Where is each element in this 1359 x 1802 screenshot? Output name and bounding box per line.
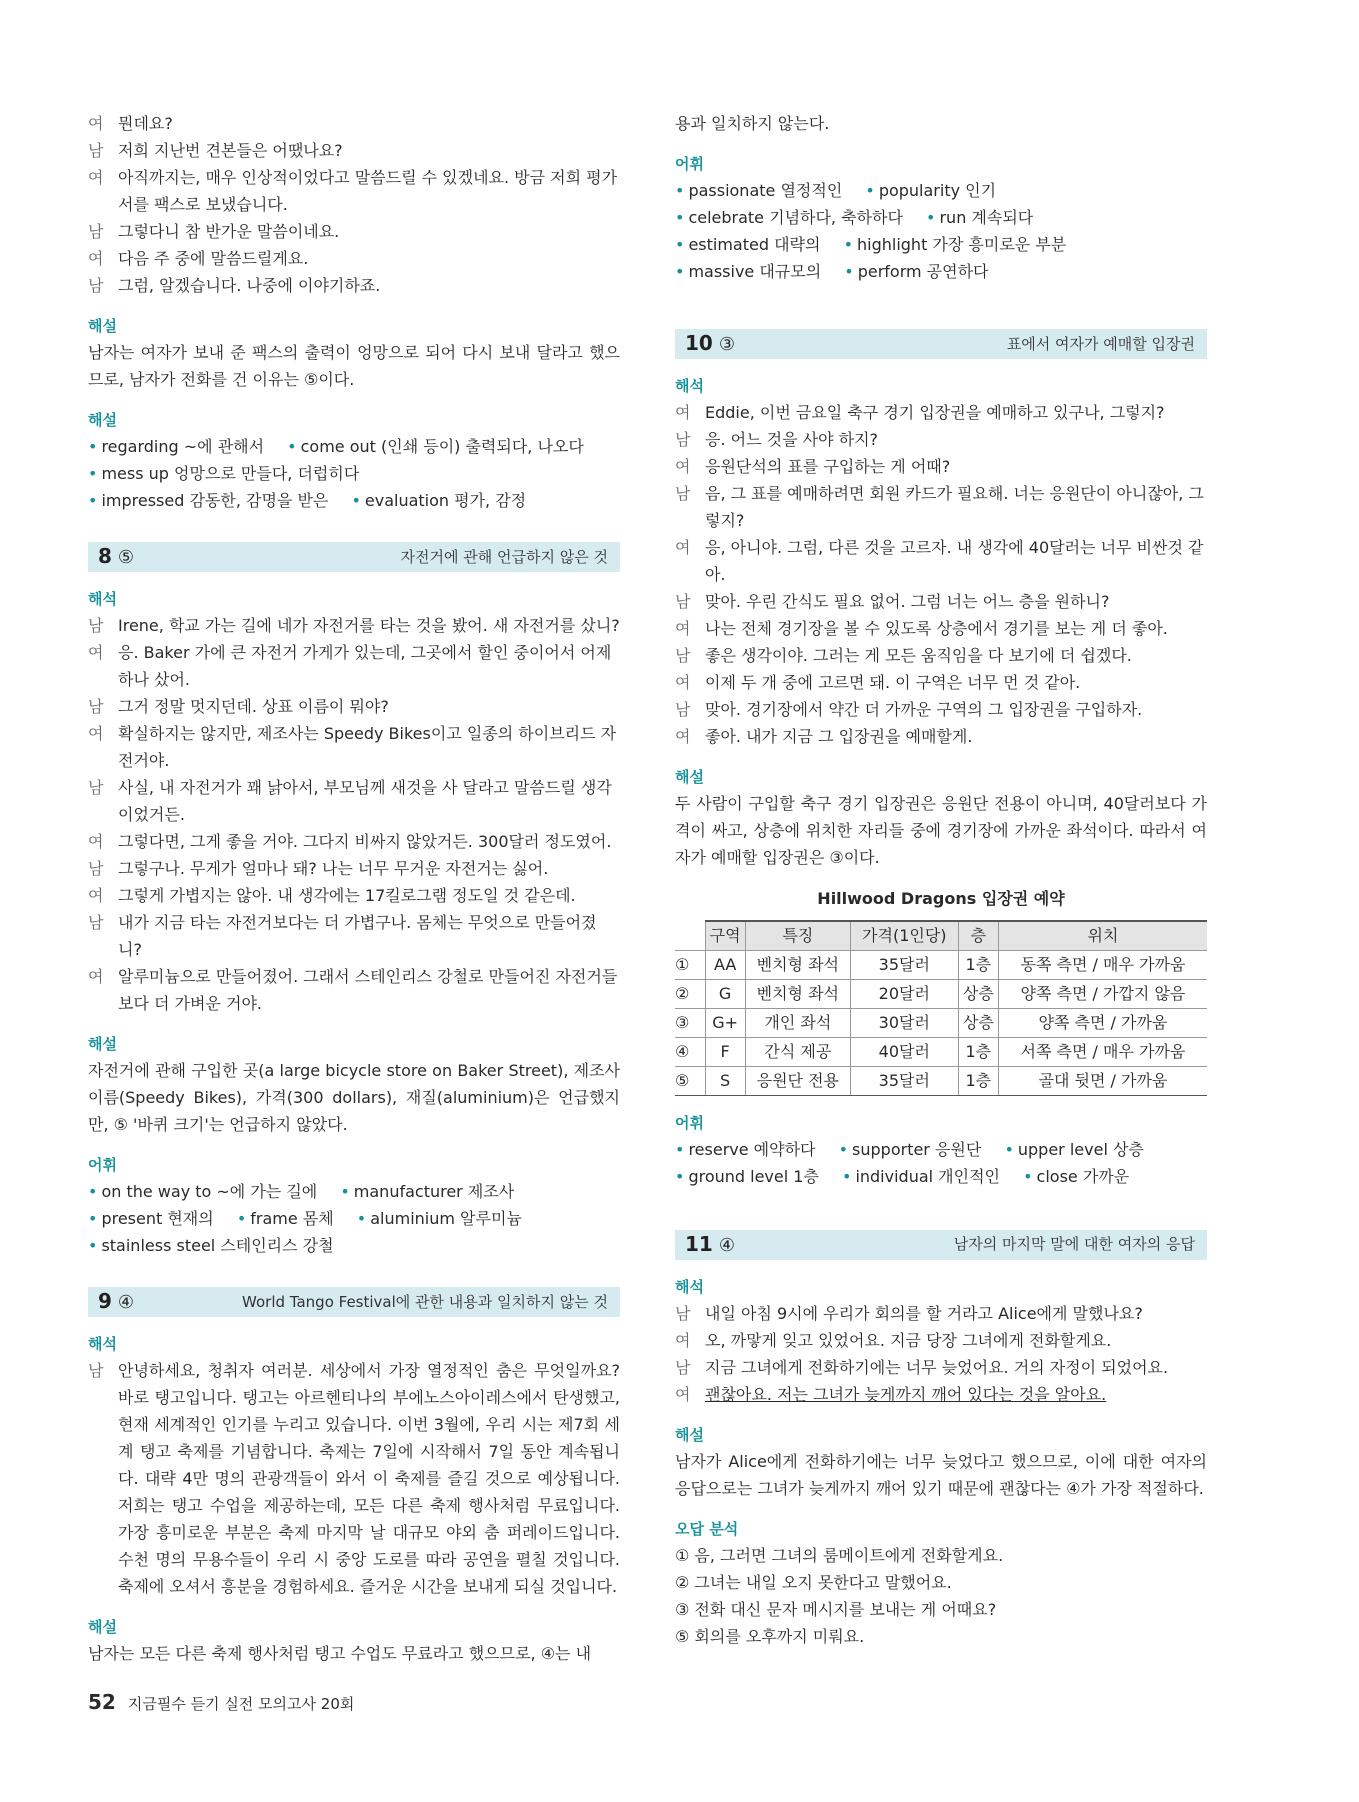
dialog-line bbox=[88, 245, 620, 272]
utterance: Eddie, 이번 금요일 축구 경기 입장권을 예매하고 있구나, 그렇지? bbox=[705, 403, 1165, 422]
vocab-list bbox=[675, 1136, 1207, 1190]
wrong-answer-item: ② 그녀는 내일 오지 못한다고 말했어요. bbox=[675, 1572, 952, 1592]
vocab-list bbox=[675, 177, 1207, 285]
row-mark: ④ bbox=[675, 1037, 705, 1066]
vocab-item: • manufacturer 제조사 bbox=[340, 1182, 515, 1201]
section-label: 오답 분석 bbox=[675, 1519, 739, 1538]
speaker: 남 bbox=[88, 1361, 104, 1380]
explanation: 남자가 Alice에게 전화하기에는 너무 늦었다고 했으므로, 이에 대한 여자의 응답으로는 그녀가 늦게까지 깨어 있기 때문에 괜찮다는 ④가 가장 적절하다. bbox=[675, 1451, 1207, 1498]
vocab-item: • ground level 1층 bbox=[675, 1166, 819, 1186]
table-cell: 벤치형 좌석 bbox=[745, 950, 850, 979]
row-mark: ② bbox=[675, 979, 705, 1008]
dialog-line bbox=[88, 218, 620, 245]
vocab-item: • on the way to ~에 가는 길에 bbox=[88, 1182, 318, 1201]
table-cell: AA bbox=[705, 950, 745, 979]
explanation-continued: 용과 일치하지 않는다. bbox=[675, 114, 830, 133]
utterance: Irene, 학교 가는 길에 네가 자전거를 타는 것을 봤어. 새 자전거를 샀니? bbox=[118, 616, 620, 635]
vocab-item: • frame 몸체 bbox=[236, 1209, 334, 1228]
section-label: 해석 bbox=[675, 1277, 704, 1296]
utterance: 안녕하세요, 청취자 여러분. 세상에서 가장 열정적인 춤은 무엇일까요? 바로 탱고입니다. 탱고는 아르헨티나의 부에노스아이레스에서 탄생했고, 현재 세계적인 인기를 누리고 있습니다. 이번 3월에, 우리 시는 제7회 세계 탱고 축제를 기념합니다. 축제는 7일에 시작해서 7일 동안 계속됩니다. 대략 4만 명의 관광객들이 와서 이 축제를 즐길 것으로 예상됩니다. 저희는 탱고 수업을 제공하는데, 모든 다른 축제 행사처럼 무료입니다. 가장 흥미로운 부분은 축제 마지막 날 대규모 야외 춤 퍼레이드입니다. 수천 명의 무용수들이 우리 시 중앙 도로를 따라 공연을 펼칠 것입니다. 축제에 오셔서 흥분을 경험하세요. 즐거운 시간을 보내게 되실 것입니다. bbox=[118, 1361, 620, 1596]
utterance: 지금 그녀에게 전화하기에는 너무 늦었어요. 거의 자정이 되었어요. bbox=[705, 1357, 1169, 1377]
vocab-item: • individual 개인적인 bbox=[842, 1166, 1000, 1186]
utterance: 맞아. 경기장에서 약간 더 가까운 구역의 그 입장권을 구입하자. bbox=[705, 700, 1143, 719]
speaker: 남 bbox=[88, 913, 104, 932]
utterance: 알루미늄으로 만들어졌어. 그래서 스테인리스 강철로 만들어진 자전거들보다 더 가벼운 거야. bbox=[118, 967, 618, 1013]
speaker: 여 bbox=[88, 886, 104, 905]
vocab-item: • mess up 엉망으로 만들다, 더럽히다 bbox=[88, 464, 360, 483]
speaker: 여 bbox=[88, 168, 104, 187]
speaker: 여 bbox=[88, 643, 104, 662]
table-cell: 동쪽 측면 / 매우 가까움 bbox=[998, 950, 1207, 979]
vocab-item: • present 현재의 bbox=[88, 1209, 214, 1228]
section-label: 어휘 bbox=[88, 1156, 117, 1174]
dialog-line bbox=[675, 615, 1207, 642]
dialog-q11 bbox=[675, 1300, 1207, 1408]
utterance: 응, 아니야. 그럼, 다른 것을 고르자. 내 생각에 40달러는 너무 비싼것 같아. bbox=[705, 538, 1204, 584]
row-mark: ① bbox=[675, 950, 705, 979]
speaker: 남 bbox=[88, 141, 104, 160]
row-mark: ③ bbox=[675, 1008, 705, 1037]
explanation: 남자는 여자가 보내 준 팩스의 출력이 엉망으로 되어 다시 보내 달라고 했으므로, 남자가 전화를 건 이유는 ⑤이다. bbox=[88, 343, 620, 389]
table-cell: 상층 bbox=[958, 1008, 998, 1037]
question-number: 9 bbox=[98, 1289, 112, 1313]
vocab-item: • run 계속되다 bbox=[926, 208, 1034, 227]
section-label: 해설 bbox=[675, 1425, 704, 1444]
utterance: 그렇다니 참 반가운 말씀이네요. bbox=[118, 222, 340, 241]
utterance: 이제 두 개 중에 고르면 돼. 이 구역은 너무 먼 것 같아. bbox=[705, 673, 1081, 692]
speaker: 여 bbox=[675, 457, 691, 476]
row-mark: ⑤ bbox=[675, 1066, 705, 1095]
vocab-item: • popularity 인기 bbox=[865, 181, 997, 200]
dialog-line bbox=[88, 639, 620, 693]
speaker: 남 bbox=[675, 646, 691, 665]
table-cell: 20달러 bbox=[850, 979, 958, 1008]
vocab-item: • stainless steel 스테인리스 강철 bbox=[88, 1236, 334, 1255]
speaker: 남 bbox=[88, 276, 104, 295]
question-topic: 남자의 마지막 말에 대한 여자의 응답 bbox=[953, 1235, 1195, 1253]
table-cell: 개인 좌석 bbox=[745, 1008, 850, 1037]
speaker: 남 bbox=[675, 700, 691, 719]
section-label: 해설 bbox=[88, 411, 117, 429]
dialog-line bbox=[88, 612, 620, 639]
table-cell: 벤치형 좌석 bbox=[745, 979, 850, 1008]
speaker: 여 bbox=[675, 619, 691, 638]
section-label: 해석 bbox=[88, 1335, 117, 1353]
table-row bbox=[675, 1008, 1207, 1037]
question-number: 10 bbox=[685, 331, 713, 355]
table-cell: 양쪽 측면 / 가깝지 않음 bbox=[998, 979, 1207, 1008]
speaker: 여 bbox=[675, 1384, 691, 1404]
utterance: 그렇게 가볍지는 않아. 내 생각에는 17킬로그램 정도일 것 같은데. bbox=[118, 886, 576, 905]
table-cell: 35달러 bbox=[850, 950, 958, 979]
speaker: 여 bbox=[675, 673, 691, 692]
table-row bbox=[675, 950, 1207, 979]
dialog-top bbox=[88, 110, 620, 299]
utterance: 다음 주 중에 말씀드릴게요. bbox=[118, 249, 309, 268]
utterance: 확실하지는 않지만, 제조사는 Speedy Bikes이고 일종의 하이브리드 자전거야. bbox=[118, 724, 617, 770]
table-cell: F bbox=[705, 1037, 745, 1066]
question-header-9 bbox=[88, 1287, 620, 1317]
vocab-item: • perform 공연하다 bbox=[844, 262, 989, 281]
dialog-line bbox=[88, 110, 620, 137]
vocab-item: • passionate 열정적인 bbox=[675, 181, 843, 200]
utterance: 내일 아침 9시에 우리가 회의를 할 거라고 Alice에게 말했나요? bbox=[705, 1303, 1143, 1323]
section-label: 어휘 bbox=[675, 1113, 704, 1132]
dialog-line bbox=[675, 426, 1207, 453]
speaker: 여 bbox=[675, 403, 691, 422]
table-header: 가격(1인당) bbox=[850, 921, 958, 950]
ticket-table bbox=[675, 920, 1207, 1096]
table-cell: 30달러 bbox=[850, 1008, 958, 1037]
utterance: 뭔데요? bbox=[118, 114, 173, 133]
wrong-answer-item: ① 음, 그러면 그녀의 룸메이트에게 전화할게요. bbox=[675, 1545, 1004, 1565]
vocab-item: • aluminium 알루미늄 bbox=[356, 1209, 522, 1228]
speaker: 여 bbox=[88, 249, 104, 268]
section-label: 해설 bbox=[88, 317, 117, 335]
speaker: 여 bbox=[88, 724, 104, 743]
dialog-line bbox=[675, 534, 1207, 588]
utterance: 그럼, 알겠습니다. 나중에 이야기하죠. bbox=[118, 276, 381, 295]
dialog-line bbox=[675, 399, 1207, 426]
dialog-line bbox=[675, 1300, 1207, 1327]
utterance: 나는 전체 경기장을 볼 수 있도록 상층에서 경기를 보는 게 더 좋아. bbox=[705, 619, 1168, 638]
dialog-line bbox=[88, 963, 620, 1017]
speaker: 여 bbox=[88, 967, 104, 986]
speaker: 남 bbox=[88, 222, 104, 241]
vocab-item: • massive 대규모의 bbox=[675, 262, 822, 281]
dialog-line-answer bbox=[675, 1381, 1207, 1408]
table-cell: 상층 bbox=[958, 979, 998, 1008]
utterance: 응원단석의 표를 구입하는 게 어때? bbox=[705, 457, 951, 476]
answer-mark: ⑤ bbox=[117, 547, 135, 568]
question-topic: 표에서 여자가 예매할 입장권 bbox=[1006, 334, 1195, 353]
speaker: 남 bbox=[675, 1357, 691, 1377]
dialog-line bbox=[675, 1354, 1207, 1381]
dialog-line bbox=[675, 642, 1207, 669]
speaker: 남 bbox=[675, 592, 691, 611]
left-column bbox=[88, 110, 620, 1667]
page-footer bbox=[88, 1690, 354, 1714]
section-label: 해설 bbox=[88, 1618, 117, 1636]
question-header-10 bbox=[675, 329, 1207, 359]
utterance: 아직까지는, 매우 인상적이었다고 말씀드릴 수 있겠네요. 방금 저희 평가서를 팩스로 보냈습니다. bbox=[118, 168, 618, 214]
wrong-answer-item: ③ 전화 대신 문자 메시지를 보내는 게 어때요? bbox=[675, 1599, 997, 1619]
question-header-11 bbox=[675, 1230, 1207, 1260]
dialog-line bbox=[675, 723, 1207, 750]
speaker: 남 bbox=[88, 778, 104, 797]
speaker: 여 bbox=[675, 727, 691, 746]
speaker: 여 bbox=[675, 538, 691, 557]
speaker: 남 bbox=[88, 616, 104, 635]
page-number: 52 bbox=[88, 1690, 116, 1714]
dialog-line bbox=[675, 696, 1207, 723]
vocab-item: • come out (인쇄 등이) 출력되다, 나오다 bbox=[287, 437, 584, 456]
table-header: 특징 bbox=[745, 921, 850, 950]
table-title: Hillwood Dragons 입장권 예약 bbox=[817, 889, 1065, 908]
dialog-line bbox=[675, 453, 1207, 480]
vocab-list bbox=[88, 1178, 620, 1259]
table-row bbox=[675, 1066, 1207, 1095]
explanation: 두 사람이 구입할 축구 경기 입장권은 응원단 전용이 아니며, 40달러보다 가격이 싸고, 상층에 위치한 자리들 중에 경기장에 가까운 좌석이다. 따라서 여자가 예매할 입장권은 ③이다. bbox=[675, 794, 1207, 867]
dialog-line bbox=[88, 855, 620, 882]
speaker: 남 bbox=[675, 484, 691, 503]
table-cell: 1층 bbox=[958, 1037, 998, 1066]
table-cell: S bbox=[705, 1066, 745, 1095]
vocab-item: • upper level 상층 bbox=[1004, 1139, 1144, 1159]
vocab-item: • estimated 대략의 bbox=[675, 235, 821, 254]
dialog-line bbox=[675, 480, 1207, 534]
question-topic: World Tango Festival에 관한 내용과 일치하지 않는 것 bbox=[242, 1292, 608, 1311]
question-number: 11 bbox=[685, 1231, 713, 1256]
section-label: 해석 bbox=[88, 590, 117, 608]
wrong-answer-list bbox=[675, 1542, 1207, 1650]
dialog-line bbox=[88, 909, 620, 963]
table-header: 층 bbox=[958, 921, 998, 950]
vocab-item: • highlight 가장 흥미로운 부분 bbox=[843, 235, 1067, 254]
vocab-item: • celebrate 기념하다, 축하하다 bbox=[675, 208, 903, 227]
utterance: 응. 어느 것을 사야 하지? bbox=[705, 430, 879, 449]
speaker: 여 bbox=[88, 832, 104, 851]
dialog-line bbox=[88, 774, 620, 828]
speaker: 남 bbox=[88, 697, 104, 716]
table-cell: 35달러 bbox=[850, 1066, 958, 1095]
utterance: 음, 그 표를 예매하려면 회원 카드가 필요해. 너는 응원단이 아니잖아, 그렇지? bbox=[705, 484, 1204, 530]
wrong-answer-item: ⑤ 회의를 오후까지 미뤄요. bbox=[675, 1626, 865, 1646]
utterance: 저희 지난번 견본들은 어땠나요? bbox=[118, 141, 343, 160]
utterance: 내가 지금 타는 자전거보다는 더 가볍구나. 몸체는 무엇으로 만들어졌니? bbox=[118, 913, 597, 959]
monologue bbox=[88, 1357, 620, 1600]
table-cell: 양쪽 측면 / 가까움 bbox=[998, 1008, 1207, 1037]
table-cell: 1층 bbox=[958, 1066, 998, 1095]
speaker: 여 bbox=[675, 1330, 691, 1350]
table-cell: 간식 제공 bbox=[745, 1037, 850, 1066]
speaker: 여 bbox=[88, 114, 104, 133]
table-cell: G bbox=[705, 979, 745, 1008]
dialog-line bbox=[88, 693, 620, 720]
dialog-line bbox=[675, 1327, 1207, 1354]
vocab-list bbox=[88, 433, 620, 514]
table-cell: G+ bbox=[705, 1008, 745, 1037]
table-cell: 40달러 bbox=[850, 1037, 958, 1066]
vocab-item: • evaluation 평가, 감정 bbox=[351, 491, 527, 510]
dialog-line bbox=[88, 137, 620, 164]
table-cell: 골대 뒷면 / 가까움 bbox=[998, 1066, 1207, 1095]
utterance: 그렇다면, 그게 좋을 거야. 그다지 비싸지 않았거든. 300달러 정도였어. bbox=[118, 832, 612, 851]
speaker: 남 bbox=[88, 859, 104, 878]
utterance: 좋아. 내가 지금 그 입장권을 예매할게. bbox=[705, 727, 973, 746]
answer-mark: ④ bbox=[718, 1234, 735, 1256]
dialog-line bbox=[675, 588, 1207, 615]
speaker: 남 bbox=[675, 430, 691, 449]
table-header-row bbox=[675, 921, 1207, 950]
speaker: 남 bbox=[675, 1303, 691, 1323]
table-row bbox=[675, 1037, 1207, 1066]
utterance: 맞아. 우린 간식도 필요 없어. 그럼 너는 어느 층을 원하니? bbox=[705, 592, 1110, 611]
dialog-line bbox=[88, 828, 620, 855]
section-label: 어휘 bbox=[675, 155, 704, 173]
utterance: 그렇구나. 무게가 얼마나 돼? 나는 너무 무거운 자전거는 싫어. bbox=[118, 859, 549, 878]
explanation: 자전거에 관해 구입한 곳(a large bicycle store on Baker Street), 제조사 이름(Speedy Bikes), 가격(300 dollars), 재질(aluminium)은 언급했지만, ⑤ '바퀴 크기'는 언급하지 않았다. bbox=[88, 1061, 620, 1134]
table-cell: 서쪽 측면 / 매우 가까움 bbox=[998, 1037, 1207, 1066]
answer-mark: ③ bbox=[718, 334, 735, 355]
dialog-line bbox=[88, 882, 620, 909]
section-label: 해설 bbox=[675, 768, 704, 786]
dialog-line bbox=[675, 669, 1207, 696]
utterance: 그거 정말 멋지던데. 상표 이름이 뭐야? bbox=[118, 697, 389, 716]
dialog-q8 bbox=[88, 612, 620, 1017]
question-header-8 bbox=[88, 542, 620, 572]
dialog-line bbox=[88, 272, 620, 299]
answer-utterance: 괜찮아요. 저는 그녀가 늦게까지 깨어 있다는 것을 알아요. bbox=[705, 1384, 1107, 1404]
question-topic: 자전거에 관해 언급하지 않은 것 bbox=[400, 547, 608, 566]
vocab-item: • impressed 감동한, 감명을 받은 bbox=[88, 491, 329, 510]
table-header: 위치 bbox=[998, 921, 1207, 950]
question-number: 8 bbox=[98, 544, 112, 568]
utterance: 사실, 내 자전거가 꽤 낡아서, 부모님께 새것을 사 달라고 말씀드릴 생각이었거든. bbox=[118, 778, 612, 824]
vocab-item: • supporter 응원단 bbox=[838, 1139, 982, 1159]
utterance: 응. Baker 가에 큰 자전거 가게가 있는데, 그곳에서 할인 중이어서 어제 하나 샀어. bbox=[118, 643, 612, 689]
table-cell: 응원단 전용 bbox=[745, 1066, 850, 1095]
table-cell: 1층 bbox=[958, 950, 998, 979]
vocab-item: • close 가까운 bbox=[1023, 1166, 1130, 1186]
utterance: 좋은 생각이야. 그러는 게 모든 움직임을 다 보기에 더 쉽겠다. bbox=[705, 646, 1132, 665]
answer-mark: ④ bbox=[117, 1292, 135, 1313]
vocab-item: • regarding ~에 관해서 bbox=[88, 437, 265, 456]
vocab-item: • reserve 예약하다 bbox=[675, 1139, 816, 1159]
utterance: 오, 까맣게 잊고 있었어요. 지금 당장 그녀에게 전화할게요. bbox=[705, 1330, 1112, 1350]
dialog-q10 bbox=[675, 399, 1207, 750]
table-header: 구역 bbox=[705, 921, 745, 950]
dialog-line bbox=[88, 720, 620, 774]
right-column bbox=[675, 110, 1207, 1650]
book-title: 지금필수 듣기 실전 모의고사 20회 bbox=[127, 1695, 355, 1713]
explanation: 남자는 모든 다른 축제 행사처럼 탱고 수업도 무료라고 했으므로, ④는 내 bbox=[88, 1644, 592, 1663]
section-label: 해석 bbox=[675, 377, 704, 395]
section-label: 해설 bbox=[88, 1035, 117, 1053]
dialog-line bbox=[88, 164, 620, 218]
table-row bbox=[675, 979, 1207, 1008]
